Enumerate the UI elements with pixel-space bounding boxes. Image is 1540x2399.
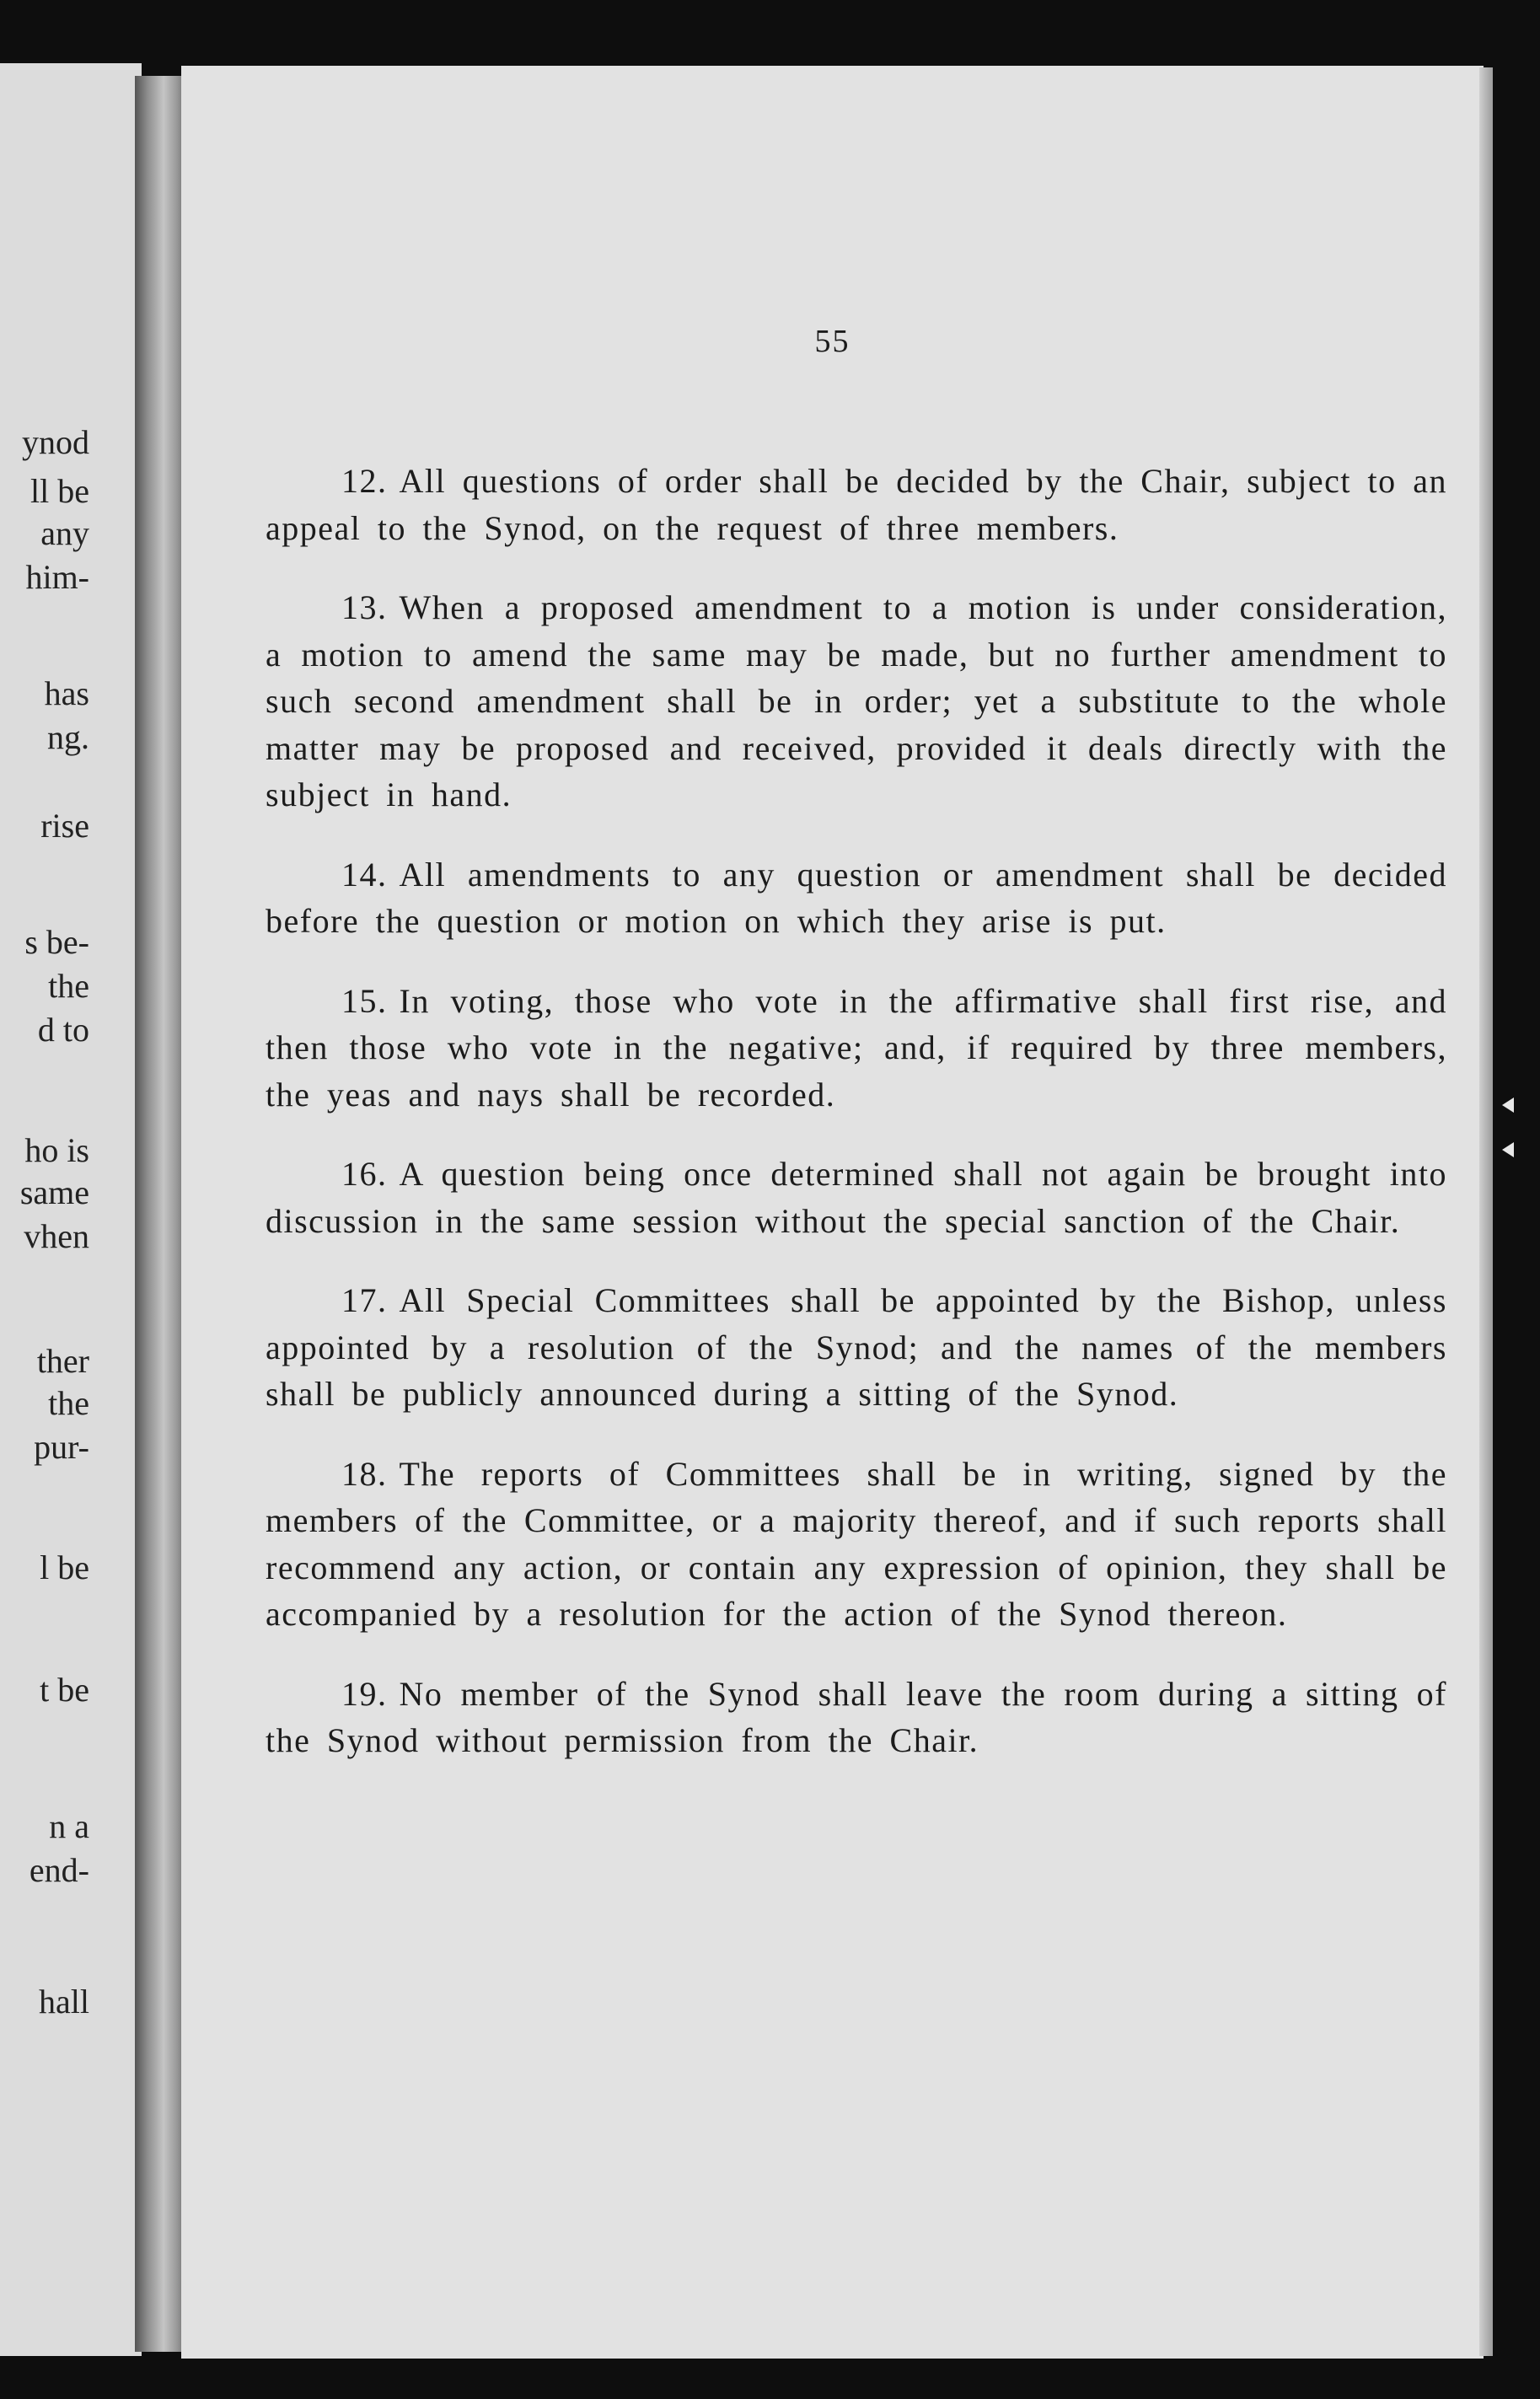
rule-text: All questions of order shall be decided by the Chair, subject to an appeal to the Synod, on the request of three members. [266,462,1447,547]
rule-text: A question being once determined shall not again be brought into discussion in the same session without the special sanction of the Chair. [266,1155,1447,1240]
rule-paragraph [266,584,1447,818]
left-text-fragment: ho is [24,1131,89,1169]
rule-text: No member of the Synod shall leave the room during a sitting of the Synod without permission from the Chair. [266,1674,1447,1759]
left-text-fragment: ll be [30,472,89,510]
rules-list [266,458,1447,1797]
rule-paragraph [266,458,1447,551]
left-text-fragment: any [40,514,89,552]
rule-number: 17. [341,1281,388,1319]
left-text-fragment: has [44,674,89,712]
left-text-fragment: n a [49,1807,89,1845]
rule-number: 19. [341,1674,388,1713]
left-text-fragment: ng. [47,718,89,756]
rule-paragraph [266,1451,1447,1638]
rule-number: 12. [341,462,388,500]
left-text-fragment: hall [39,1983,89,2021]
left-text-fragment: s be- [24,923,89,961]
rule-number: 13. [341,588,388,626]
rule-paragraph [266,978,1447,1119]
page-edge [1479,67,1493,2356]
rule-number: 14. [341,855,388,894]
book-page [181,66,1484,2359]
left-text-fragment: l be [40,1548,89,1586]
left-text-fragment: rise [40,807,89,845]
left-text-fragment: the [48,1384,89,1422]
book-gutter [135,76,187,2352]
rule-text: In voting, those who vote in the affirmative shall first rise, and then those who vote in the negative; and, if required by three members, the yeas and nays shall be recorded. [266,981,1447,1114]
rule-text: The reports of Committees shall be in writing, signed by the members of the Committee, or a majority thereof, and if such reports shall recommend any action, or contain any expression of opinion, they shall be accompanied by a resolution for the action of the Synod thereon. [266,1454,1447,1633]
left-text-fragment: him- [25,558,89,596]
rule-paragraph [266,1671,1447,1764]
previous-page-fragment [0,63,142,2356]
rule-number: 15. [341,981,388,1020]
left-text-fragment: pur- [34,1428,89,1466]
left-text-fragment: vhen [24,1217,89,1255]
left-text-fragment: ynod [22,423,89,461]
rule-number: 18. [341,1454,388,1493]
left-text-fragment: same [19,1173,89,1211]
scan-marker-icon [1502,1098,1514,1113]
rule-text: When a proposed amendment to a motion is under consideration, a motion to amend the same may be made, but no further amendment to such second amendment shall be in order; yet a substitute to the whole matter may be proposed and received, provided it deals directly with the subject in hand. [266,588,1447,813]
rule-paragraph [266,1151,1447,1244]
rule-text: All Special Committees shall be appointed by the Bishop, unless appointed by a resolution of the Synod; and the names of the members shall be publicly announced during a sitting of the Synod. [266,1281,1447,1413]
left-text-fragment: d to [37,1011,89,1049]
left-text-fragment: t be [40,1671,89,1709]
page-number: 55 [814,324,850,359]
left-text-fragment: the [48,967,89,1005]
rule-paragraph [266,1277,1447,1418]
rule-number: 16. [341,1155,388,1193]
left-text-fragment: ther [36,1342,89,1380]
left-text-fragment: end- [29,1851,89,1889]
rule-paragraph [266,851,1447,945]
scan-marker-icon [1502,1142,1514,1157]
rule-text: All amendments to any question or amendment shall be decided before the question or motion on which they arise is put. [266,855,1447,940]
